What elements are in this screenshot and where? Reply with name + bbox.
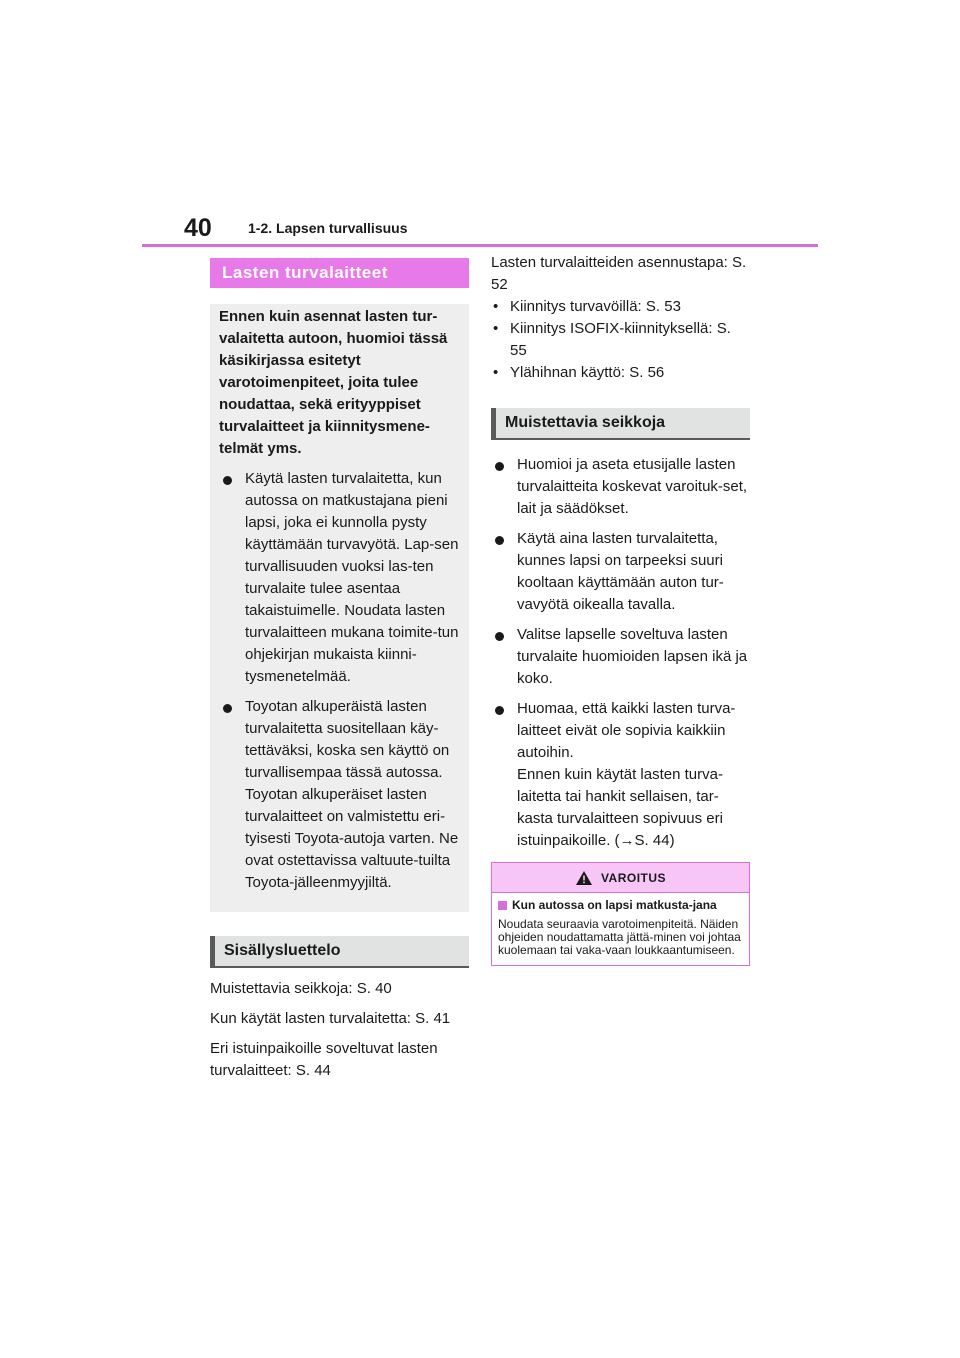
remember-note: Ennen kuin käytät lasten turva-laitetta tai hankit sellaisen, tar-kasta turvalaitteen sopivuus eri istuinpaikoille. (→S. 44) <box>517 766 723 849</box>
bullet-text: Huomioi ja aseta etusijalle lasten turvalaitteita koskevat varoituk-set, lait ja säädökset. <box>517 456 748 517</box>
contents-list <box>210 978 469 1082</box>
bullet-text: Käytä lasten turvalaitetta, kun autossa on matkustajana pieni lapsi, joka ei kunnolla pysty käyttämään turvavyötä. Lap-sen turvallisuuden vuoksi las-ten turvalaite tulee asentaa takaistuimelle. Noudata lasten turvalaitteen mukana toimite-tun ohjekirjan mukaista kiinni-tysmenetelmää. <box>245 470 459 685</box>
bullet-dot-icon: • <box>493 298 499 315</box>
main-heading: Lasten turvalaitteet <box>210 258 469 288</box>
square-bullet-icon <box>498 901 507 910</box>
install-intro: Lasten turvalaitteiden asennustapa: S. 52 <box>491 254 747 293</box>
list-item <box>491 698 750 764</box>
list-item <box>491 454 750 520</box>
list-item <box>219 696 460 894</box>
contents-heading: Sisällysluettelo <box>210 936 469 968</box>
bullet-text: Huomaa, että kaikki lasten turva-laitteet eivät ole sopivia kaikkiin autoihin. <box>517 700 736 761</box>
list-item <box>491 318 750 362</box>
bullet-dot-icon: • <box>493 364 499 381</box>
remember-heading: Muistettavia seikkoja <box>491 408 750 440</box>
warning-text: Noudata seuraavia varotoimenpiteitä. Näiden ohjeiden noudattamatta jättä-minen voi johtaa kuolemaan tai vaka-vaan loukkaantumiseen. <box>498 917 741 957</box>
warning-body <box>492 893 749 965</box>
right-column <box>491 252 750 966</box>
bullet-dot-icon <box>223 704 232 713</box>
list-item <box>491 624 750 690</box>
warning-subheading-text: Kun autossa on lapsi matkusta-jana <box>512 898 717 912</box>
install-link-seatbelt[interactable]: Kiinnitys turvavöillä: S. 53 <box>510 298 681 315</box>
left-column <box>210 258 469 1090</box>
intro-text: Ennen kuin asennat lasten tur-valaitetta autoon, huomioi tässä käsikirjassa esitetyt varotoimenpiteet, joita tulee noudattaa, sekä erityyppiset turvalaitteet ja kiinnitysmene-telmät yms. <box>219 308 448 457</box>
warning-header <box>492 863 749 893</box>
section-title: 1-2. Lapsen turvallisuus <box>248 220 408 236</box>
install-link-tether[interactable]: Ylähihnan käyttö: S. 56 <box>510 364 665 381</box>
list-item <box>491 296 750 318</box>
page-number: 40 <box>184 214 212 242</box>
list-item <box>219 468 460 688</box>
bullet-dot-icon <box>223 476 232 485</box>
list-item <box>491 362 750 384</box>
intro-box <box>210 304 469 912</box>
bullet-dot-icon <box>495 462 504 471</box>
contents-link-seating[interactable]: Eri istuinpaikoille soveltuvat lasten turvalaitteet: S. 44 <box>210 1040 438 1079</box>
contents-link-using[interactable]: Kun käytät lasten turvalaitetta: S. 41 <box>210 1010 451 1027</box>
contents-link-remember[interactable]: Muistettavia seikkoja: S. 40 <box>210 980 392 997</box>
bullet-text: Käytä aina lasten turvalaitetta, kunnes lapsi on tarpeeksi suuri kooltaan käyttämään auton tur-vavyötä oikealla tavalla. <box>517 530 724 613</box>
warning-box <box>491 862 750 966</box>
bullet-text: Valitse lapselle soveltuva lasten turvalaite huomioiden lapsen ikä ja koko. <box>517 626 748 687</box>
warning-triangle-icon <box>575 870 593 886</box>
bullet-dot-icon: • <box>493 320 499 337</box>
warning-label: VAROITUS <box>600 870 667 885</box>
bullet-dot-icon <box>495 536 504 545</box>
warning-subheading <box>498 899 743 912</box>
install-link-isofix[interactable]: Kiinnitys ISOFIX-kiinnityksellä: S. 55 <box>510 320 731 359</box>
bullet-dot-icon <box>495 632 504 641</box>
list-item <box>491 528 750 616</box>
remember-list <box>491 454 750 852</box>
bullet-text: Toyotan alkuperäistä lasten turvalaitetta suositellaan käy-tettäväksi, koska sen käyttö on turvallisempaa tässä autossa. Toyotan alkuperäiset lasten turvalaitteet on valmistettu eri-tyisesti Toyota-autoja varten. Ne ovat ostettavissa valtuute-tuilta Toyota-jälleenmyyjiltä. <box>245 698 459 891</box>
bullet-dot-icon <box>495 706 504 715</box>
header-rule <box>142 244 818 247</box>
